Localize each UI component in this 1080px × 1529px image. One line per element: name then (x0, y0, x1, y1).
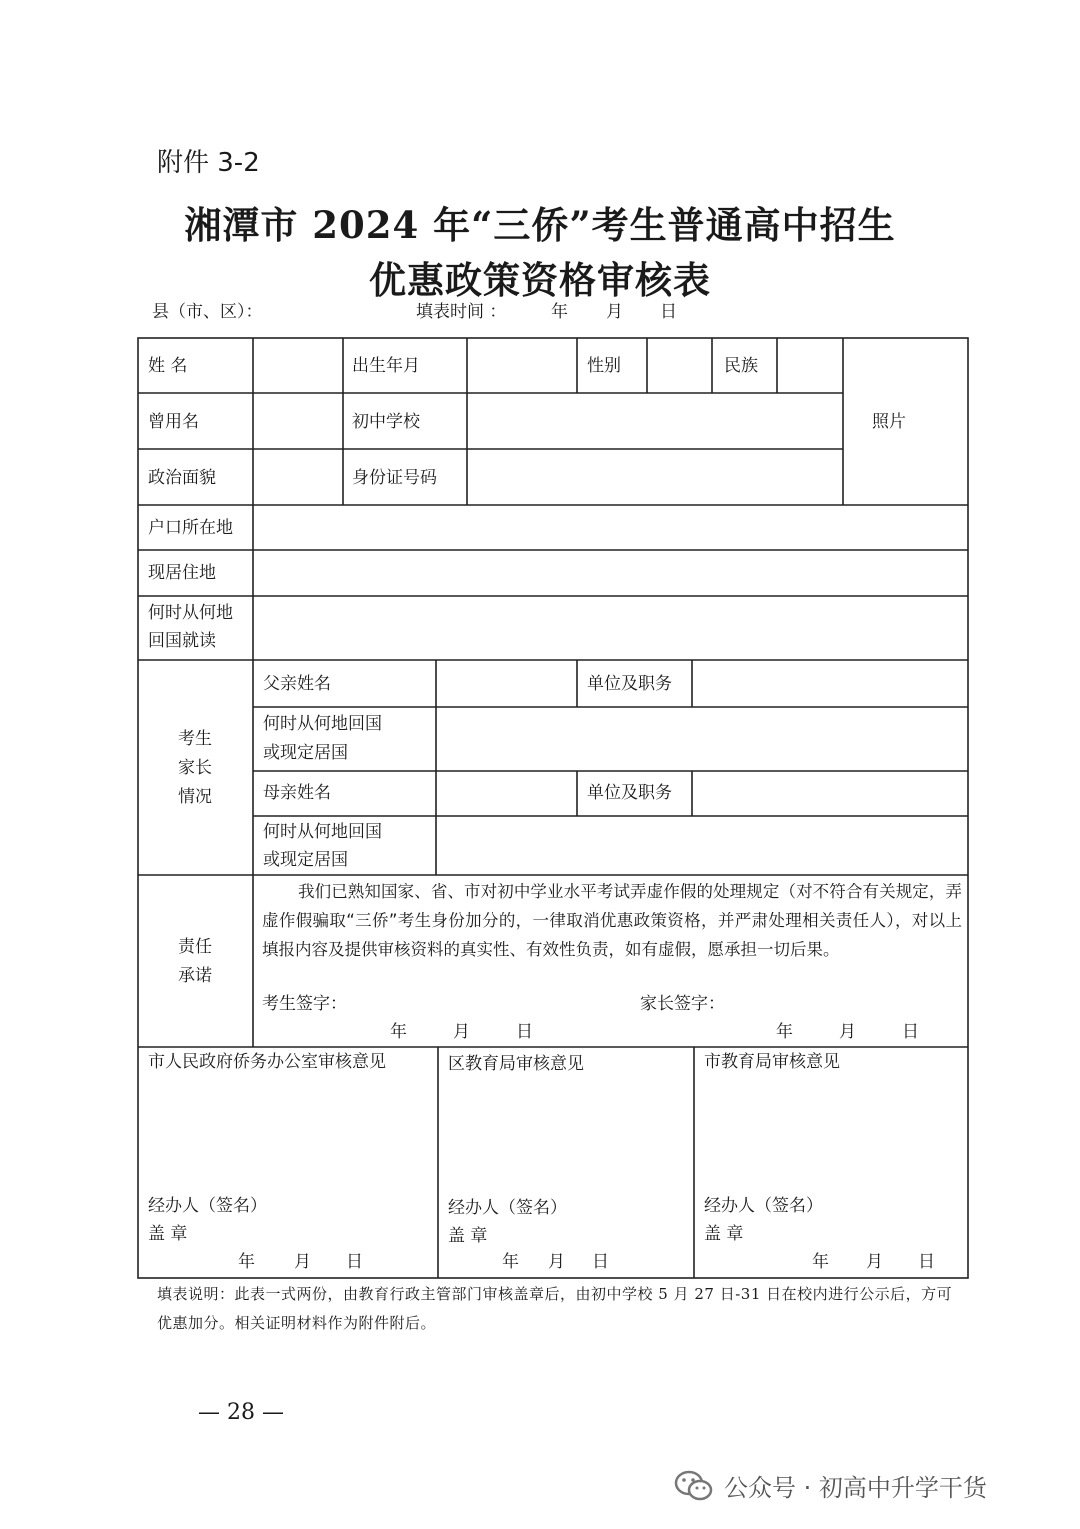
review-city-handler: 经办人（签名） (704, 1196, 823, 1216)
wechat-icon (674, 1469, 714, 1503)
fill-instructions: 填表说明：此表一式两份，由教育行政主管部门审核盖章后，由初中学校 5 月 27 日-31 日在校内进行公示后，方可优惠加分。相关证明材料作为附件附后。 (157, 1285, 953, 1332)
student-sign-label: 考生签字： (262, 994, 347, 1014)
label-residence: 现居住地 (148, 563, 216, 583)
label-ethnicity: 民族 (724, 356, 758, 376)
review-overseas-seal: 盖 章 (148, 1224, 188, 1244)
page-number: — 28 — (198, 1400, 284, 1425)
review-district-month: 月 (548, 1252, 565, 1272)
parent-sign-day: 日 (902, 1022, 919, 1042)
label-father-return-2: 或现定居国 (263, 743, 348, 763)
label-parents-3: 情况 (178, 787, 212, 807)
county-label: 县（市、区）： (152, 302, 263, 322)
promise-text: 我们已熟知国家、省、市对初中学业水平考试弄虚作假的处理规定（对不符合有关规定，弄虚作假骗取“三侨”考生身份加分的，一律取消优惠政策资格，并严肃处理相关责任人），对以上填报内容及提供审核资料的真实性、有效性负责，如有虚假，愿承担一切后果。 (262, 882, 962, 959)
review-district-seal: 盖 章 (448, 1226, 488, 1246)
label-mother-return-2: 或现定居国 (263, 850, 348, 870)
review-city-title: 市教育局审核意见 (704, 1052, 840, 1072)
review-district-handler: 经办人（签名） (448, 1198, 567, 1218)
label-promise-1: 责任 (178, 937, 212, 957)
label-promise-2: 承诺 (178, 966, 212, 986)
review-district-year: 年 (502, 1252, 519, 1272)
attachment-label: 附件 3-2 (157, 148, 260, 178)
review-overseas-day: 日 (346, 1252, 363, 1272)
review-district-title: 区教育局审核意见 (448, 1054, 584, 1074)
review-city-year: 年 (812, 1252, 829, 1272)
student-sign-month: 月 (453, 1022, 470, 1042)
form-title-line1: 湘潭市 2024 年“三侨”考生普通高中招生 (184, 203, 896, 247)
label-political: 政治面貌 (148, 468, 216, 488)
fill-time-month: 月 (606, 302, 623, 322)
label-name: 姓 名 (148, 356, 188, 376)
label-former-name: 曾用名 (148, 412, 199, 432)
form-title-line2: 优惠政策资格审核表 (369, 258, 711, 302)
student-sign-year: 年 (390, 1022, 407, 1042)
label-mother-return-1: 何时从何地回国 (263, 822, 382, 842)
label-return-line1: 何时从何地 (148, 603, 233, 623)
label-birth: 出生年月 (352, 356, 420, 376)
review-city-seal: 盖 章 (704, 1224, 744, 1244)
label-parents-1: 考生 (178, 729, 212, 749)
label-gender: 性别 (587, 356, 621, 376)
label-id-number: 身份证号码 (352, 468, 437, 488)
review-city-day: 日 (918, 1252, 935, 1272)
parent-sign-year: 年 (776, 1022, 793, 1042)
student-sign-day: 日 (516, 1022, 533, 1042)
review-city-month: 月 (866, 1252, 883, 1272)
fill-time-label: 填表时间 ： (416, 302, 507, 322)
label-return-line2: 回国就读 (148, 631, 216, 651)
label-junior-school: 初中学校 (352, 412, 420, 432)
review-overseas-month: 月 (294, 1252, 311, 1272)
label-photo: 照片 (872, 412, 906, 432)
review-overseas-handler: 经办人（签名） (148, 1196, 267, 1216)
label-father-unit: 单位及职务 (587, 674, 672, 694)
label-father-return-1: 何时从何地回国 (263, 714, 382, 734)
label-parents-2: 家长 (178, 758, 212, 778)
parent-sign-month: 月 (839, 1022, 856, 1042)
fill-time-day: 日 (660, 302, 677, 322)
label-mother-name: 母亲姓名 (263, 783, 331, 803)
watermark-text: 公众号 · 初高中升学干货 (724, 1474, 987, 1502)
watermark (674, 1468, 987, 1503)
label-mother-unit: 单位及职务 (587, 783, 672, 803)
fill-time-year: 年 (551, 302, 568, 322)
review-overseas-title: 市人民政府侨务办公室审核意见 (148, 1052, 386, 1072)
label-hukou: 户口所在地 (148, 518, 233, 538)
parent-sign-label: 家长签字： (640, 994, 725, 1014)
review-district-day: 日 (592, 1252, 609, 1272)
label-father-name: 父亲姓名 (263, 674, 331, 694)
review-overseas-year: 年 (238, 1252, 255, 1272)
